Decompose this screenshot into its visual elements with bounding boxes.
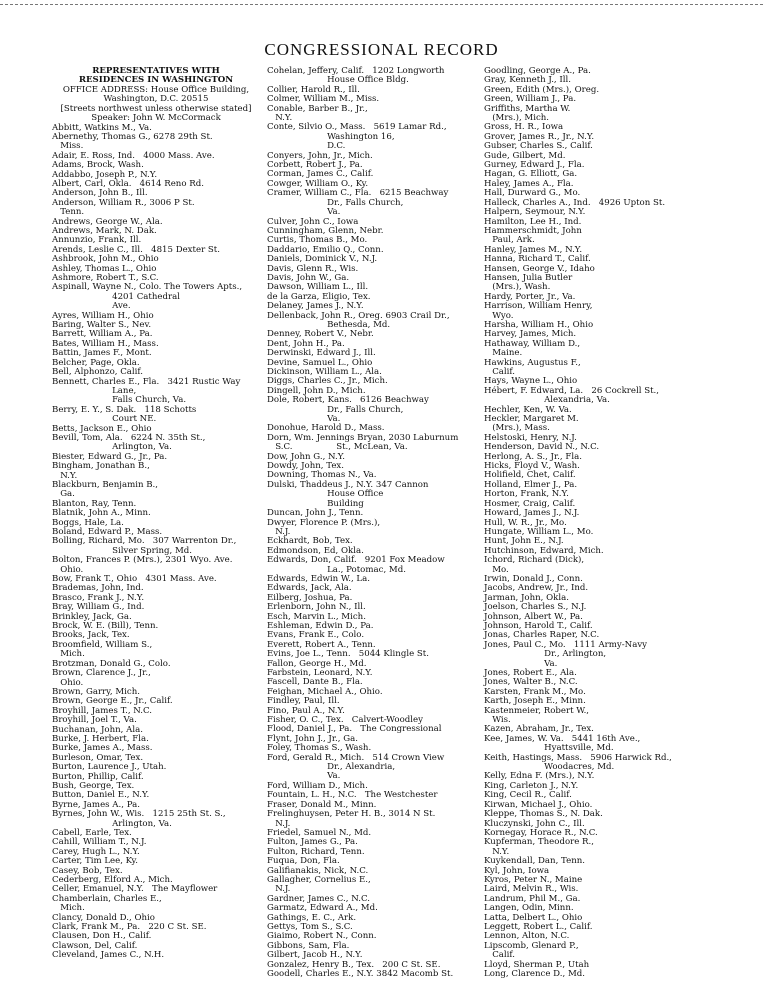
directory-entry: Denney, Robert V., Nebr. bbox=[267, 329, 374, 340]
directory-entry: Holifield, Chet, Calif. bbox=[484, 470, 576, 481]
directory-entry: Giaimo, Robert N., Conn. bbox=[267, 931, 377, 942]
directory-entry: Dr., Falls Church, bbox=[267, 404, 404, 415]
directory-entry: Howard, James J., N.J. bbox=[484, 508, 580, 519]
directory-entry: Davis, John W., Ga. bbox=[267, 272, 350, 283]
directory-entry: Casey, Bob, Tex. bbox=[52, 865, 123, 876]
directory-entry: Mich. bbox=[52, 903, 85, 914]
directory-entry: Hardy, Porter, Jr., Va. bbox=[484, 291, 576, 302]
directory-entry: Johnson, Albert W., Pa. bbox=[484, 611, 583, 622]
directory-entry: Dawson, William L., Ill. bbox=[267, 282, 369, 293]
directory-entry: Corbett, Robert J., Pa. bbox=[267, 160, 363, 171]
directory-entry: Gurney, Edward J., Fla. bbox=[484, 160, 585, 171]
directory-entry: Boland, Edward P., Mass. bbox=[52, 527, 163, 537]
directory-entry: Hays, Wayne L., Ohio bbox=[484, 376, 578, 387]
directory-entry: Carey, Hugh L., N.Y. bbox=[52, 846, 140, 857]
directory-entry: Abbitt, Watkins M., Va. bbox=[52, 122, 152, 133]
directory-entry: Gonzalez, Henry B., Tex. 200 C St. SE. bbox=[267, 959, 441, 970]
directory-entry: Flood, Daniel J., Pa. The Congressional bbox=[267, 724, 442, 735]
directory-entry: Goodell, Charles E., N.Y. 3842 Macomb St. bbox=[267, 969, 454, 979]
directory-entry: Bray, William G., Ind. bbox=[52, 602, 145, 613]
directory-entry: Fisher, O. C., Tex. Calvert-Woodley bbox=[267, 715, 423, 726]
directory-entry: Kuykendall, Dan, Tenn. bbox=[484, 856, 585, 867]
directory-entry: Blanton, Ray, Tenn. bbox=[52, 498, 137, 509]
directory-entry: Bolton, Frances P. (Mrs.), 2301 Wyo. Ave. bbox=[52, 555, 233, 566]
directory-entry: Ga. bbox=[52, 489, 75, 500]
directory-entry: Eckhardt, Bob, Tex. bbox=[267, 536, 353, 547]
directory-entry: Eilberg, Joshua, Pa. bbox=[267, 592, 353, 603]
directory-entry: Leggett, Robert L., Calif. bbox=[484, 921, 593, 932]
directory-entry: Brooks, Jack, Tex. bbox=[52, 630, 130, 641]
directory-entry: Broomfield, William S., bbox=[52, 639, 153, 650]
directory-entry: Fino, Paul A., N.Y. bbox=[267, 705, 345, 716]
directory-entry: Ichord, Richard (Dick), bbox=[484, 555, 585, 566]
directory-entry: Galifianakis, Nick, N.C. bbox=[267, 865, 369, 876]
directory-entry: Bethesda, Md. bbox=[267, 319, 391, 330]
directory-entry: Mo. bbox=[484, 564, 509, 575]
directory-entry: Daniels, Dominick V., N.J. bbox=[267, 254, 378, 265]
directory-entry: Kluczynski, John C., Ill. bbox=[484, 818, 585, 829]
directory-entry: Karth, Joseph E., Minn. bbox=[484, 696, 586, 707]
directory-entry: Calif. bbox=[484, 367, 515, 377]
directory-entry: Burke, James A., Mass. bbox=[52, 743, 153, 754]
directory-entry: Conte, Silvio O., Mass. 5619 Lamar Rd., bbox=[267, 122, 447, 133]
directory-entry: Andrews, Mark, N. Dak. bbox=[52, 226, 157, 236]
directory-entry: Hutchinson, Edward, Mich. bbox=[484, 545, 604, 556]
directory-entry: Gude, Gilbert, Md. bbox=[484, 150, 566, 161]
directory-entry: Brown, George E., Jr., Calif. bbox=[52, 696, 173, 707]
directory-entry: Bush, George, Tex. bbox=[52, 780, 135, 791]
directory-entry: Broyhill, James T., N.C. bbox=[52, 705, 153, 716]
directory-entry: Annunzio, Frank, Ill. bbox=[52, 235, 142, 246]
directory-entry: Halpern, Seymour, N.Y. bbox=[484, 207, 586, 218]
directory-entry: Kee, James, W. Va. 5441 16th Ave., bbox=[484, 733, 641, 744]
directory-entry: Edwards, Edwin W., La. bbox=[267, 573, 370, 584]
directory-entry: Grover, James R., Jr., N.Y. bbox=[484, 131, 595, 142]
directory-entry: Harrison, William Henry, bbox=[484, 301, 593, 312]
directory-entry: Hansen, George V., Idaho bbox=[484, 263, 595, 274]
directory-entry: Ford, William D., Mich. bbox=[267, 780, 368, 791]
directory-entry: Ohio. bbox=[52, 677, 84, 688]
directory-entry: Hosmer, Craig, Calif. bbox=[484, 498, 576, 509]
directory-entry: Donohue, Harold D., Mass. bbox=[267, 423, 385, 434]
directory-entry: Langen, Odin, Minn. bbox=[484, 903, 574, 914]
directory-entry: Baring, Walter S., Nev. bbox=[52, 320, 152, 331]
directory-entry: Adair, E. Ross, Ind. 4000 Mass. Ave. bbox=[52, 150, 215, 161]
directory-entry: Burleson, Omar, Tex. bbox=[52, 752, 144, 763]
directory-entry: Falls Church, Va. bbox=[52, 395, 187, 406]
header-line: Speaker: John W. McCormack bbox=[91, 113, 221, 124]
directory-entry: Hall, Durward G., Mo. bbox=[484, 188, 581, 199]
directory-entry: Evins, Joe L., Tenn. 5044 Klingle St. bbox=[267, 649, 429, 660]
directory-entry: Dole, Robert, Kans. 6126 Beachway bbox=[267, 395, 429, 406]
directory-entry: Herlong, A. S., Jr., Fla. bbox=[484, 451, 582, 462]
directory-entry: Fountain, L. H., N.C. The Westchester bbox=[267, 790, 438, 801]
directory-entry: Hammerschmidt, John bbox=[484, 225, 582, 236]
directory-entry: Conyers, John, Jr., Mich. bbox=[267, 150, 373, 161]
directory-entry: Bingham, Jonathan B., bbox=[52, 461, 150, 472]
directory-entry: Jonas, Charles Raper, N.C. bbox=[484, 630, 600, 641]
directory-entry: Gallagher, Cornelius E., bbox=[267, 874, 371, 885]
directory-entry: Lipscomb, Glenard P., bbox=[484, 940, 579, 951]
directory-entry: Bell, Alphonzo, Calif. bbox=[52, 367, 144, 378]
directory-entry: Kyros, Peter N., Maine bbox=[484, 874, 583, 885]
directory-entry: Miss. bbox=[52, 141, 84, 152]
directory-entry: Heckler, Margaret M. bbox=[484, 414, 579, 425]
directory-entry: King, Cecil R., Calif. bbox=[484, 790, 572, 801]
directory-entry: Kirwan, Michael J., Ohio. bbox=[484, 799, 593, 810]
directory-entry: Maine. bbox=[484, 348, 523, 359]
directory-entry: Albert, Carl, Okla. 4614 Reno Rd. bbox=[52, 178, 204, 189]
directory-entry: Bevill, Tom, Ala. 6224 N. 35th St., bbox=[52, 432, 206, 443]
directory-entry: Lloyd, Sherman P., Utah bbox=[484, 959, 590, 970]
directory-entry: Diggs, Charles C., Jr., Mich. bbox=[267, 376, 388, 387]
directory-entry: Ashmore, Robert T., S.C. bbox=[52, 273, 159, 284]
directory-entry: Cunningham, Glenn, Nebr. bbox=[267, 225, 384, 236]
directory-entry: Brown, Garry, Mich. bbox=[52, 686, 140, 697]
directory-entry: Bolling, Richard, Mo. 307 Warrenton Dr., bbox=[52, 536, 237, 547]
directory-entry: Ayres, William H., Ohio bbox=[52, 310, 154, 321]
directory-entry: Cahill, William T., N.J. bbox=[52, 837, 147, 848]
directory-entry: Green, William J., Pa. bbox=[484, 94, 577, 105]
directory-entry: Clausen, Don H., Calif. bbox=[52, 931, 152, 942]
header-line: REPRESENTATIVES WITH bbox=[92, 66, 220, 76]
directory-entry: Hull, W. R., Jr., Mo. bbox=[484, 517, 567, 528]
directory-entry: Colmer, William M., Miss. bbox=[267, 94, 380, 105]
directory-entry: Dow, John G., N.Y. bbox=[267, 451, 346, 462]
directory-entry: House Office Bldg. bbox=[267, 75, 409, 86]
directory-entry: Calif. bbox=[484, 950, 515, 961]
directory-entry: Gross, H. R., Iowa bbox=[484, 122, 564, 133]
header-line: OFFICE ADDRESS: House Office Building, bbox=[62, 84, 250, 95]
directory-entry: Gibbons, Sam, Fla. bbox=[267, 940, 350, 951]
directory-entry: Adams, Brock, Wash. bbox=[52, 160, 144, 171]
directory-entry: Ave. bbox=[52, 301, 131, 312]
directory-entry: Halleck, Charles A., Ind. 4926 Upton St. bbox=[484, 197, 666, 208]
directory-entry: Cramer, William C., Fla. 6215 Beachway bbox=[267, 188, 449, 199]
directory-entry: Clark, Frank M., Pa. 220 C St. SE. bbox=[52, 922, 207, 933]
directory-entry: Jarman, John, Okla. bbox=[484, 592, 569, 603]
directory-entry: Brasco, Frank J., N.Y. bbox=[52, 592, 145, 603]
directory-entry: Va. bbox=[267, 414, 341, 425]
directory-entry: Kyl, John, Iowa bbox=[484, 865, 550, 876]
directory-entry: Byrne, James A., Pa. bbox=[52, 799, 140, 810]
directory-entry: Holland, Elmer J., Pa. bbox=[484, 479, 578, 490]
directory-entry: S.C. St., McLean, Va. bbox=[267, 442, 408, 453]
directory-entry: Edwards, Jack, Ala. bbox=[267, 583, 352, 594]
directory-entry: Friedel, Samuel N., Md. bbox=[267, 827, 372, 838]
header-line: [Streets northwest unless otherwise stated] bbox=[60, 103, 252, 114]
directory-entry: Gardner, James C., N.C. bbox=[267, 893, 370, 904]
directory-entry: Devine, Samuel L., Ohio bbox=[267, 357, 373, 368]
directory-entry: Paul, Ark. bbox=[484, 235, 535, 246]
directory-entry: Garmatz, Edward A., Md. bbox=[267, 903, 378, 914]
directory-entry: Farbstein, Leonard, N.Y. bbox=[267, 668, 373, 678]
directory-entry: Hechler, Ken, W. Va. bbox=[484, 404, 572, 415]
directory-entry: (Mrs.), Wash. bbox=[484, 282, 551, 293]
directory-entry: Court NE. bbox=[52, 414, 157, 425]
directory-entry: Collier, Harold R., Ill. bbox=[267, 84, 360, 95]
directory-entry: Hyattsville, Md. bbox=[484, 743, 614, 754]
directory-entry: Duncan, John J., Tenn. bbox=[267, 508, 364, 519]
directory-entry: Anderson, John B., Ill. bbox=[52, 188, 148, 199]
directory-entry: Wyo. bbox=[484, 310, 514, 321]
directory-entry: Jacobs, Andrew, Jr., Ind. bbox=[484, 583, 589, 594]
directory-entry: Edwards, Don, Calif. 9201 Fox Meadow bbox=[267, 555, 445, 566]
directory-entry: Buchanan, John, Ala. bbox=[52, 724, 143, 735]
directory-entry: Culver, John C., Iowa bbox=[267, 216, 359, 227]
directory-entry: Hanley, James M., N.Y. bbox=[484, 244, 583, 255]
directory-entry: Ashley, Thomas L., Ohio bbox=[52, 263, 157, 274]
directory-entry: Derwinski, Edward J., Ill. bbox=[267, 348, 376, 359]
directory-entry: Gilbert, Jacob H., N.Y. bbox=[267, 950, 363, 961]
directory-entry: Dr., Alexandria, bbox=[267, 762, 396, 773]
directory-entry: Gray, Kenneth J., Ill. bbox=[484, 75, 572, 86]
header-line: Washington, D.C. 20515 bbox=[103, 94, 209, 105]
directory-entry: Clancy, Donald D., Ohio bbox=[52, 912, 155, 923]
directory-entry: Karsten, Frank M., Mo. bbox=[484, 686, 586, 697]
column-2 bbox=[267, 67, 482, 979]
directory-entry: Conable, Barber B., Jr., bbox=[267, 103, 368, 114]
directory-entry: Andrews, George W., Ala. bbox=[52, 216, 163, 227]
directory-entry: Brown, Clarence J., Jr., bbox=[52, 668, 151, 679]
directory-entry: Evans, Frank E., Colo. bbox=[267, 630, 365, 641]
directory-entry: Dr., Falls Church, bbox=[267, 197, 404, 208]
directory-entry: N.J. bbox=[267, 526, 291, 537]
directory-entry: Dwyer, Florence P. (Mrs.), bbox=[267, 517, 381, 528]
directory-entry: N.Y. bbox=[484, 846, 510, 857]
directory-entry: Woodacres, Md. bbox=[484, 762, 615, 773]
directory-entry: Dickinson, William L., Ala. bbox=[267, 367, 382, 377]
directory-entry: (Mrs.), Mich. bbox=[484, 113, 550, 124]
directory-entry: D.C. bbox=[267, 141, 346, 152]
directory-entry: N.Y. bbox=[52, 470, 78, 481]
directory-entry: Hathaway, William D., bbox=[484, 338, 581, 349]
directory-entry: Dingell, John D., Mich. bbox=[267, 385, 366, 396]
header-line: RESIDENCES IN WASHINGTON bbox=[78, 75, 234, 86]
directory-entry: Hicks, Floyd V., Wash. bbox=[484, 461, 580, 472]
directory-entry: Griffiths, Martha W. bbox=[484, 103, 571, 114]
directory-entry: Downing, Thomas N., Va. bbox=[267, 470, 377, 481]
directory-entry: Wis. bbox=[484, 715, 511, 726]
directory-entry: Fuqua, Don, Fla. bbox=[267, 856, 340, 867]
directory-entry: Va. bbox=[267, 771, 341, 782]
directory-entry: Belcher, Page, Okla. bbox=[52, 357, 140, 368]
directory-entry: Flynt, John J., Jr., Ga. bbox=[267, 733, 358, 744]
directory-entry: Betts, Jackson E., Ohio bbox=[52, 423, 152, 434]
directory-entry: Fraser, Donald M., Minn. bbox=[267, 799, 377, 810]
directory-entry: Ford, Gerald R., Mich. 514 Crown View bbox=[267, 752, 445, 763]
directory-entry: Laird, Melvin R., Wis. bbox=[484, 884, 579, 895]
directory-entry: Joelson, Charles S., N.J. bbox=[484, 602, 587, 613]
directory-entry: Va. bbox=[484, 658, 558, 669]
directory-entry: Lennon, Alton, N.C. bbox=[484, 931, 570, 942]
directory-entry: Biester, Edward G., Jr., Pa. bbox=[52, 451, 168, 462]
directory-entry: Davis, Glenn R., Wis. bbox=[267, 263, 359, 274]
directory-entry: Hagan, G. Elliott, Ga. bbox=[484, 169, 578, 180]
directory-entry: Kupferman, Theodore R., bbox=[484, 837, 594, 848]
directory-entry: Long, Clarence D., Md. bbox=[484, 969, 585, 979]
directory-entry: Tenn. bbox=[52, 207, 85, 218]
directory-entry: Kelly, Edna F. (Mrs.), N.Y. bbox=[484, 771, 595, 782]
directory-entry: N.Y. bbox=[267, 113, 293, 124]
top-rule bbox=[0, 4, 763, 5]
directory-entry: Brock, W. E. (Bill), Tenn. bbox=[52, 621, 159, 632]
directory-entry: Ashbrook, John M., Ohio bbox=[52, 254, 159, 265]
directory-entry: Dowdy, John, Tex. bbox=[267, 461, 344, 472]
directory-entry: Fulton, Richard, Tenn. bbox=[267, 846, 365, 857]
directory-entry: Burton, Phillip, Calif. bbox=[52, 771, 144, 782]
directory-entry: Erlenborn, John N., Ill. bbox=[267, 602, 366, 613]
directory-entry: Fascell, Dante B., Fla. bbox=[267, 677, 363, 688]
directory-entry: Kleppe, Thomas S., N. Dak. bbox=[484, 809, 603, 820]
directory-entry: Gathings, E. C., Ark. bbox=[267, 912, 357, 923]
directory-entry: Bates, William H., Mass. bbox=[52, 338, 159, 349]
directory-entry: Cederberg, Elford A., Mich. bbox=[52, 875, 173, 886]
directory-entry: Cabell, Earle, Tex. bbox=[52, 828, 132, 838]
directory-entry: Cowger, William O., Ky. bbox=[267, 178, 369, 189]
directory-entry: Bow, Frank T., Ohio 4301 Mass. Ave. bbox=[52, 574, 217, 585]
directory-entry: Burke, J. Herbert, Fla. bbox=[52, 733, 149, 744]
column-1 bbox=[52, 67, 260, 961]
directory-entry: Green, Edith (Mrs.), Oreg. bbox=[484, 84, 600, 95]
directory-entry: Berry, E. Y., S. Dak. 118 Schotts bbox=[52, 404, 197, 415]
directory-entry: Harsha, William H., Ohio bbox=[484, 319, 594, 330]
directory-entry: Hawkins, Augustus F., bbox=[484, 357, 581, 368]
directory-entry: Findley, Paul, Ill. bbox=[267, 696, 340, 707]
directory-entry: Latta, Delbert L., Ohio bbox=[484, 912, 583, 923]
directory-entry: Blatnik, John A., Minn. bbox=[52, 508, 151, 519]
directory-entry: Aspinall, Wayne N., Colo. The Towers Apts., bbox=[52, 282, 243, 293]
directory-entry: 4201 Cathedral bbox=[52, 291, 180, 302]
directory-entry: Fulton, James G., Pa. bbox=[267, 837, 358, 848]
directory-entry: Burton, Laurence J., Utah. bbox=[52, 762, 167, 773]
directory-entry: Washington 16, bbox=[267, 131, 395, 142]
directory-entry: Dr., Arlington, bbox=[484, 649, 607, 660]
directory-entry: Gubser, Charles S., Calif. bbox=[484, 141, 593, 152]
directory-entry: Esch, Marvin L., Mich. bbox=[267, 611, 366, 622]
directory-entry: Brinkley, Jack, Ga. bbox=[52, 611, 132, 622]
directory-entry: Kornegay, Horace R., N.C. bbox=[484, 827, 598, 838]
directory-entry: Everett, Robert A., Tenn. bbox=[267, 639, 376, 650]
directory-entry: Building bbox=[267, 498, 364, 509]
directory-entry: Cohelan, Jeffery, Calif. 1202 Longworth bbox=[267, 66, 445, 76]
directory-entry: Addabbo, Joseph P., N.Y. bbox=[52, 169, 158, 180]
directory-entry: Carter, Tim Lee, Ky. bbox=[52, 856, 138, 867]
directory-entry: N.J. bbox=[267, 884, 291, 895]
directory-entry: House Office bbox=[267, 489, 384, 500]
directory-entry: Dulski, Thaddeus J., N.Y. 347 Cannon bbox=[267, 479, 429, 490]
directory-entry: Henderson, David N., N.C. bbox=[484, 442, 600, 453]
directory-entry: Hanna, Richard T., Calif. bbox=[484, 254, 591, 265]
directory-entry: Jones, Walter B., N.C. bbox=[484, 677, 578, 688]
directory-entry: Delaney, James J., N.Y. bbox=[267, 301, 364, 312]
directory-entry: Anderson, William R., 3006 P St. bbox=[52, 197, 195, 208]
directory-entry: Curtis, Thomas B., Mo. bbox=[267, 235, 368, 246]
directory-entry: Frelinghuysen, Peter H. B., 3014 N St. bbox=[267, 809, 436, 820]
directory-entry: Clawson, Del, Calif. bbox=[52, 940, 138, 951]
directory-entry: Chamberlain, Charles E., bbox=[52, 893, 162, 904]
directory-entry: Va. bbox=[267, 207, 341, 218]
directory-entry: Daddario, Emilio Q., Conn. bbox=[267, 244, 384, 255]
directory-entry: Barrett, William A., Pa. bbox=[52, 329, 153, 340]
directory-entry: N.J. bbox=[267, 818, 291, 829]
directory-entry: Jones, Robert E., Ala. bbox=[484, 668, 577, 678]
directory-entry: Dorn, Wm. Jennings Bryan, 2030 Laburnum bbox=[267, 432, 459, 443]
directory-entry: Haley, James A., Fla. bbox=[484, 178, 574, 189]
directory-entry: La., Potomac, Md. bbox=[267, 564, 406, 575]
directory-entry: Hébert, F. Edward, La. 26 Cockrell St., bbox=[484, 385, 660, 396]
directory-entry: Alexandria, Va. bbox=[484, 395, 610, 406]
directory-entry: Cleveland, James C., N.H. bbox=[52, 950, 165, 961]
directory-entry: Hamilton, Lee H., Ind. bbox=[484, 216, 582, 227]
directory-entry: Blackburn, Benjamin B., bbox=[52, 479, 159, 490]
directory-entry: Corman, James C., Calif. bbox=[267, 169, 374, 180]
directory-entry: Hansen, Julia Butler bbox=[484, 272, 573, 283]
directory-entry: (Mrs.), Mass. bbox=[484, 423, 550, 434]
directory-entry: Dellenback, John R., Oreg. 6903 Crail Dr., bbox=[267, 310, 450, 321]
directory-entry: Landrum, Phil M., Ga. bbox=[484, 893, 581, 904]
directory-entry: Johnson, Harold T., Calif. bbox=[484, 620, 593, 631]
directory-entry: Boggs, Hale, La. bbox=[52, 517, 124, 528]
directory-entry: Silver Spring, Md. bbox=[52, 545, 193, 556]
directory-entry: Eshleman, Edwin D., Pa. bbox=[267, 620, 374, 631]
directory-entry: Ohio. bbox=[52, 564, 84, 575]
directory-entry: Foley, Thomas S., Wash. bbox=[267, 743, 372, 754]
directory-entry: Abernethy, Thomas G., 6278 29th St. bbox=[52, 131, 213, 142]
directory-entry: Jones, Paul C., Mo. 1111 Army-Navy bbox=[484, 639, 648, 650]
directory-entry: Keith, Hastings, Mass. 5906 Harwick Rd., bbox=[484, 752, 672, 763]
directory-entry: Lane, bbox=[52, 385, 137, 396]
directory-entry: Mich. bbox=[52, 649, 85, 660]
directory-entry: Arends, Leslie C., Ill. 4815 Dexter St. bbox=[52, 244, 220, 255]
directory-entry: Goodling, George A., Pa. bbox=[484, 66, 591, 76]
directory-entry: Battin, James F., Mont. bbox=[52, 348, 152, 359]
directory-entry: Helstoski, Henry, N.J. bbox=[484, 432, 577, 443]
directory-entry: Brotzman, Donald G., Colo. bbox=[52, 658, 171, 669]
column-3 bbox=[484, 67, 756, 979]
directory-entry: de la Garza, Eligio, Tex. bbox=[267, 291, 371, 302]
directory-entry: Kazen, Abraham, Jr., Tex. bbox=[484, 724, 594, 735]
directory-entry: Hungate, William L., Mo. bbox=[484, 526, 594, 537]
directory-entry: Harvey, James, Mich. bbox=[484, 329, 577, 340]
directory-entry: Gettys, Tom S., S.C. bbox=[267, 921, 353, 932]
directory-entry: Celler, Emanuel, N.Y. The Mayflower bbox=[52, 884, 218, 895]
directory-entry: Broyhill, Joel T., Va. bbox=[52, 715, 137, 726]
directory-entry: Hunt, John E., N.J. bbox=[484, 536, 564, 547]
page-title: CONGRESSIONAL RECORD bbox=[264, 40, 499, 59]
directory-entry: Fallon, George H., Md. bbox=[267, 658, 367, 669]
directory-entry: King, Carleton J., N.Y. bbox=[484, 780, 579, 791]
directory-entry: Arlington, Va. bbox=[52, 442, 172, 453]
directory-entry: Irwin, Donald J., Conn. bbox=[484, 573, 583, 584]
directory-entry: Button, Daniel E., N.Y. bbox=[52, 790, 150, 801]
directory-entry: Dent, John H., Pa. bbox=[267, 338, 345, 349]
directory-entry: Bennett, Charles E., Fla. 3421 Rustic Way bbox=[52, 376, 241, 387]
directory-entry: Feighan, Michael A., Ohio. bbox=[267, 686, 383, 697]
directory-entry: Byrnes, John W., Wis. 1215 25th St. S., bbox=[52, 809, 226, 820]
directory-entry: Horton, Frank, N.Y. bbox=[484, 489, 569, 500]
directory-entry: Arlington, Va. bbox=[52, 818, 172, 829]
directory-entry: Brademas, John, Ind. bbox=[52, 583, 144, 594]
directory-entry: Edmondson, Ed, Okla. bbox=[267, 545, 364, 556]
directory-entry: Kastenmeier, Robert W., bbox=[484, 705, 590, 716]
